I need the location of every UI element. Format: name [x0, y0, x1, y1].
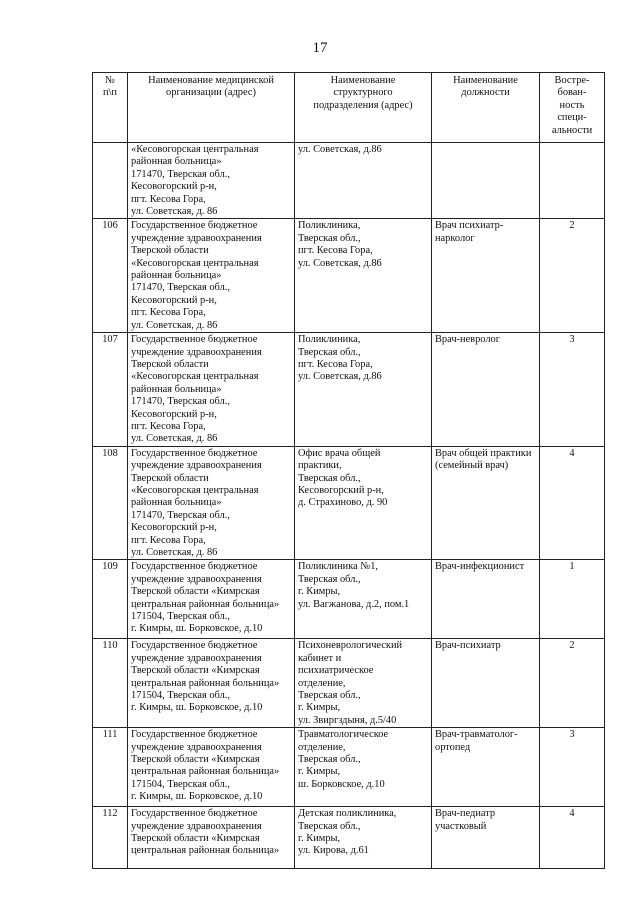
position-cell: [432, 143, 540, 219]
cell-line: ул. Советская, д. 86: [131, 206, 218, 218]
cell-line: Тверская обл.,: [298, 820, 361, 832]
cell-line: Наименование: [453, 75, 518, 86]
cell-line: районная больница»: [131, 270, 222, 282]
cell-line: Кесовогорский р-н,: [131, 408, 217, 420]
cell-line: ул. Советская, д. 86: [131, 547, 218, 558]
row-number: 111: [93, 728, 128, 807]
row-number: 106: [93, 219, 128, 333]
cell-line: Тверская обл.,: [298, 346, 361, 358]
position-cell: [432, 639, 540, 728]
row-number: 107: [93, 333, 128, 447]
cell-line: ортопед: [435, 741, 471, 753]
cell-line: специ-: [557, 112, 587, 124]
demand-count: 4: [540, 807, 605, 869]
cell-line: Тверской области «Кимрская: [131, 665, 260, 677]
department-cell: [295, 219, 432, 333]
cell-line: подразделения (адрес): [313, 99, 413, 111]
demand-count: 2: [540, 219, 605, 333]
position-cell: [432, 728, 540, 807]
header-demand: [540, 73, 605, 143]
cell-line: учреждение здравоохранения: [131, 232, 262, 244]
row-number: 108: [93, 446, 128, 560]
cell-line: ул. Советская, д.86: [298, 371, 382, 383]
cell-line: Врач общей практики: [435, 447, 532, 459]
cell-line: г. Кимры,: [298, 586, 341, 598]
cell-line: Врач-травматолог-: [435, 729, 518, 741]
organization-cell: [128, 143, 295, 219]
cell-line: Наименование: [330, 75, 396, 86]
demand-count: [540, 143, 605, 219]
cell-line: учреждение здравоохранения: [131, 820, 262, 832]
cell-line: 171470, Тверская обл.,: [131, 509, 230, 521]
cell-line: Тверской области: [131, 472, 209, 484]
cell-line: учреждение здравоохранения: [131, 573, 262, 585]
demand-count: 1: [540, 560, 605, 639]
cell-line: психиатрическое: [298, 665, 374, 677]
organization-cell: [128, 639, 295, 728]
table-row: [93, 143, 605, 219]
cell-line: г. Кимры, ш. Борковское, д.10: [131, 702, 263, 714]
cell-line: ул. Вагжанова, д.2, пом.1: [298, 598, 410, 610]
cell-line: Тверская обл.,: [298, 573, 361, 585]
cell-line: пгт. Кесова Гора,: [131, 307, 206, 319]
row-number: [93, 143, 128, 219]
organization-cell: [128, 446, 295, 560]
cell-line: Тверская обл.,: [298, 690, 361, 702]
cell-line: нарколог: [435, 232, 475, 244]
cell-line: Тверской области «Кимрская: [131, 754, 260, 766]
cell-line: Кесовогорский р-н,: [131, 181, 217, 193]
demand-count: 3: [540, 728, 605, 807]
organization-cell: [128, 560, 295, 639]
table-row: [93, 219, 605, 333]
cell-line: г. Кимры, ш. Борковское, д.10: [131, 791, 263, 803]
department-cell: [295, 333, 432, 447]
cell-line: г. Кимры,: [298, 833, 341, 845]
cell-line: п\п: [102, 87, 117, 99]
cell-line: ш. Борковское, д.10: [298, 778, 385, 790]
cell-line: г. Кимры,: [298, 766, 341, 778]
cell-line: Поликлиника,: [298, 220, 361, 232]
demand-count: 2: [540, 639, 605, 728]
cell-line: учреждение здравоохранения: [131, 652, 262, 664]
cell-line: «Кесовогорская центральная: [131, 257, 259, 269]
cell-line: 171504, Тверская обл.,: [131, 611, 230, 623]
cell-line: Государственное бюджетное: [131, 729, 258, 741]
table-row: [93, 560, 605, 639]
cell-line: Поликлиника,: [298, 334, 361, 346]
cell-line: ность: [559, 99, 585, 111]
cell-line: организации (адрес): [166, 87, 256, 99]
cell-line: Врач-инфекционист: [435, 561, 525, 573]
cell-line: учреждение здравоохранения: [131, 346, 262, 358]
cell-line: Кесовогорский р-н,: [131, 522, 217, 534]
department-cell: [295, 639, 432, 728]
cell-line: пгт. Кесова Гора,: [131, 193, 206, 205]
cell-line: ул. Звиргздыня, д.5/40: [298, 714, 397, 726]
demand-count: 3: [540, 333, 605, 447]
cell-line: Кесовогорский р-н,: [298, 484, 384, 496]
cell-line: учреждение здравоохранения: [131, 741, 262, 753]
cell-line: Государственное бюджетное: [131, 334, 258, 346]
cell-line: ул. Советская, д.86: [298, 144, 382, 155]
table-row: [93, 639, 605, 728]
cell-line: кабинет и: [298, 652, 342, 664]
table-row: [93, 807, 605, 869]
cell-line: 171470, Тверская обл.,: [131, 168, 230, 180]
vacancies-table: [92, 72, 605, 869]
cell-line: пгт. Кесова Гора,: [298, 245, 373, 257]
cell-line: Врач-невролог: [435, 334, 500, 346]
header-department: [295, 73, 432, 143]
cell-line: Государственное бюджетное: [131, 640, 258, 652]
cell-line: Детская поликлиника,: [298, 808, 397, 820]
cell-line: ул. Советская, д.86: [298, 257, 382, 269]
department-cell: [295, 728, 432, 807]
cell-line: бован-: [557, 87, 587, 99]
cell-line: г. Кимры, ш. Борковское, д.10: [131, 623, 263, 635]
table-header-row: [93, 73, 605, 143]
cell-line: практики,: [298, 460, 342, 472]
cell-line: Государственное бюджетное: [131, 808, 258, 820]
table-row: [93, 728, 605, 807]
cell-line: Тверской области «Кимрская: [131, 586, 260, 598]
cell-line: районная больница»: [131, 156, 222, 168]
cell-line: (семейный врач): [435, 460, 509, 472]
cell-line: ул. Кирова, д.61: [298, 845, 369, 857]
cell-line: учреждение здравоохранения: [131, 460, 262, 472]
cell-line: «Кесовогорская центральная: [131, 484, 259, 496]
cell-line: Офис врача общей: [298, 447, 381, 459]
cell-line: структурного: [333, 87, 393, 99]
department-cell: [295, 446, 432, 560]
cell-line: Тверской области: [131, 245, 209, 257]
department-cell: [295, 560, 432, 639]
cell-line: 171470, Тверская обл.,: [131, 396, 230, 408]
cell-line: участковый: [435, 820, 487, 832]
cell-line: Тверская обл.,: [298, 754, 361, 766]
cell-line: №: [105, 75, 115, 86]
cell-line: Востре-: [554, 75, 590, 86]
cell-line: Государственное бюджетное: [131, 561, 258, 573]
cell-line: 171504, Тверская обл.,: [131, 778, 230, 790]
position-cell: [432, 446, 540, 560]
cell-line: Психоневрологический: [298, 640, 403, 652]
cell-line: отделение,: [298, 741, 346, 753]
position-cell: [432, 219, 540, 333]
cell-line: районная больница»: [131, 383, 222, 395]
cell-line: Тверской области: [131, 358, 209, 370]
cell-line: Государственное бюджетное: [131, 447, 258, 459]
cell-line: Врач-психиатр: [435, 640, 501, 652]
cell-line: центральная районная больница»: [131, 677, 280, 689]
cell-line: ул. Советская, д. 86: [131, 433, 218, 445]
cell-line: Поликлиника №1,: [298, 561, 379, 573]
cell-line: центральная районная больница»: [131, 845, 280, 857]
cell-line: пгт. Кесова Гора,: [298, 358, 373, 370]
cell-line: «Кесовогорская центральная: [131, 144, 259, 155]
position-cell: [432, 333, 540, 447]
organization-cell: [128, 728, 295, 807]
row-number: 109: [93, 560, 128, 639]
table-row: [93, 446, 605, 560]
cell-line: Тверская обл.,: [298, 232, 361, 244]
cell-line: Кесовогорский р-н,: [131, 294, 217, 306]
organization-cell: [128, 333, 295, 447]
cell-line: районная больница»: [131, 497, 222, 509]
table-row: [93, 333, 605, 447]
department-cell: [295, 143, 432, 219]
cell-line: 171504, Тверская обл.,: [131, 690, 230, 702]
cell-line: Тверской области «Кимрская: [131, 833, 260, 845]
demand-count: 4: [540, 446, 605, 560]
cell-line: д. Страхиново, д. 90: [298, 497, 388, 509]
cell-line: отделение,: [298, 677, 346, 689]
cell-line: Врач-педиатр: [435, 808, 496, 820]
cell-line: г. Кимры,: [298, 702, 341, 714]
cell-line: центральная районная больница»: [131, 766, 280, 778]
cell-line: «Кесовогорская центральная: [131, 371, 259, 383]
cell-line: Государственное бюджетное: [131, 220, 258, 232]
cell-line: пгт. Кесова Гора,: [131, 420, 206, 432]
position-cell: [432, 807, 540, 869]
cell-line: пгт. Кесова Гора,: [131, 534, 206, 546]
header-position: [432, 73, 540, 143]
cell-line: Наименование медицинской: [148, 75, 274, 86]
cell-line: Врач психиатр-: [435, 220, 504, 232]
cell-line: Тверская обл.,: [298, 472, 361, 484]
header-organization: [128, 73, 295, 143]
position-cell: [432, 560, 540, 639]
table-body: [93, 143, 605, 869]
page-number: 17: [312, 40, 328, 56]
cell-line: Травматологическое: [298, 729, 389, 741]
cell-line: ул. Советская, д. 86: [131, 319, 218, 331]
cell-line: центральная районная больница»: [131, 598, 280, 610]
row-number: 110: [93, 639, 128, 728]
organization-cell: [128, 219, 295, 333]
organization-cell: [128, 807, 295, 869]
cell-line: 171470, Тверская обл.,: [131, 282, 230, 294]
cell-line: должности: [461, 87, 510, 99]
header-number: [93, 73, 128, 143]
cell-line: альности: [551, 124, 593, 136]
row-number: 112: [93, 807, 128, 869]
department-cell: [295, 807, 432, 869]
